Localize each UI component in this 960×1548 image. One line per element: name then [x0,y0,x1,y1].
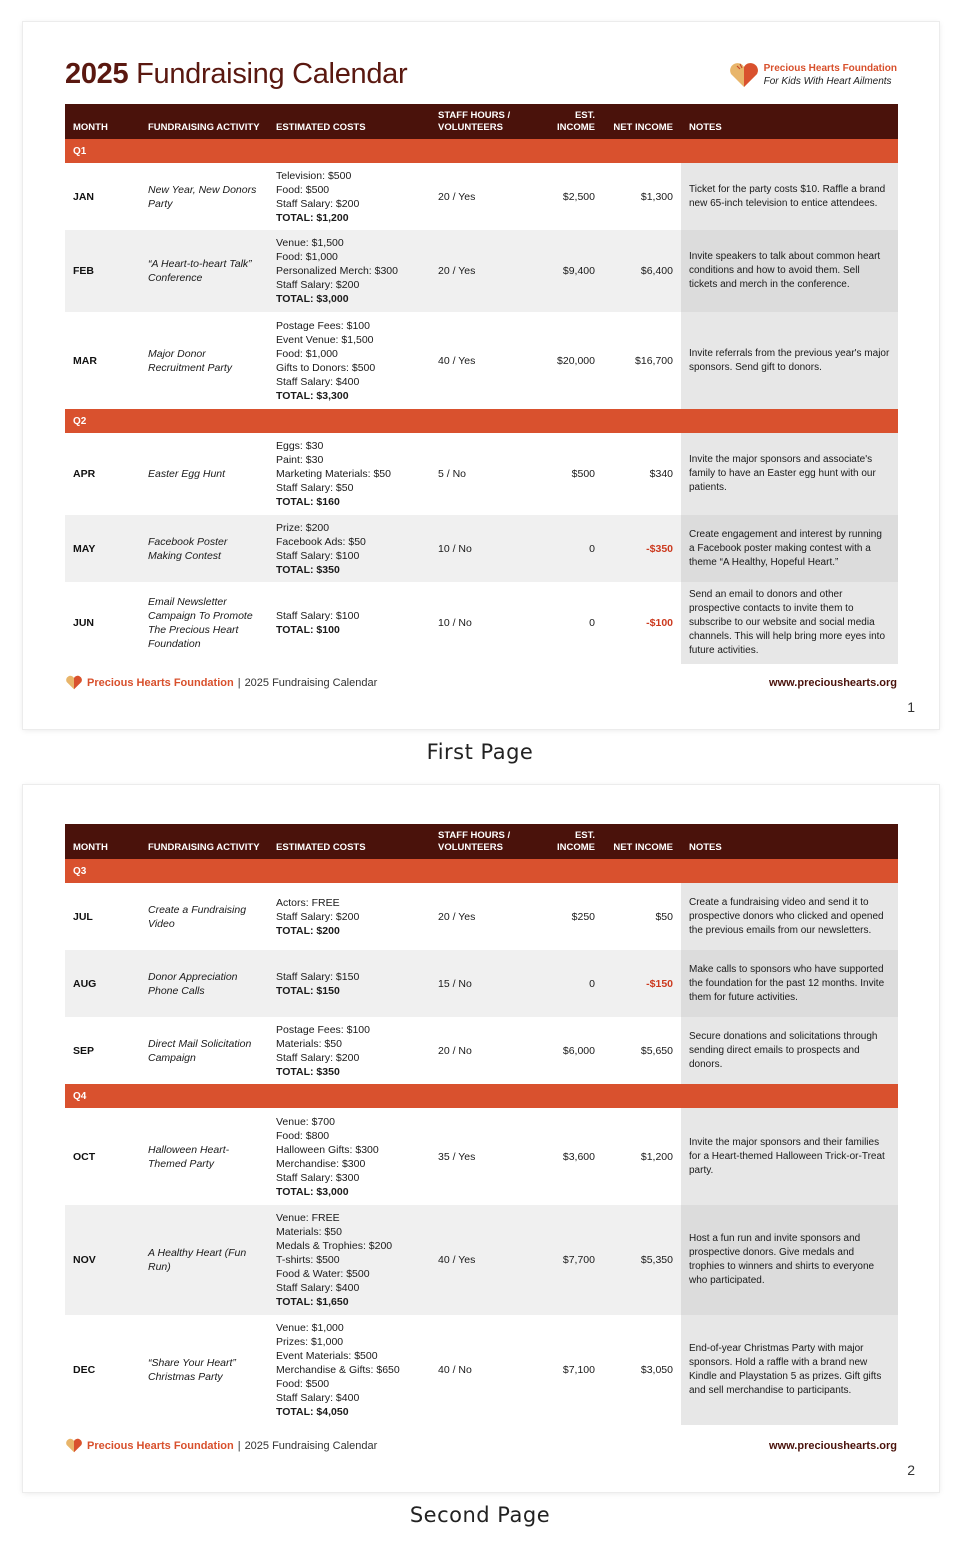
footer-separator: | [237,1439,241,1452]
header-net: NET INCOME [603,104,681,139]
header-activity: FUNDRAISING ACTIVITY [140,104,268,139]
income-cell: $250 [571,910,595,923]
cost-item: Merchandise: $300 [276,1157,366,1170]
header-net: NET INCOME [603,824,681,859]
income-cell: $9,400 [535,230,603,312]
costs-cell [268,1315,430,1425]
table-row [65,433,898,515]
cost-item: Staff Salary: $100 [276,610,360,622]
income-cell: $20,000 [557,354,595,367]
heart-logo-icon [728,62,760,88]
notes-cell: End-of-year Christmas Party with major sponsors. Hold a raffle with a brand new Kindle and Playstation 5 as prizes. Gift gifts and sell merchandise to participants. [681,1315,898,1425]
cost-item: Venue: $1,000 [276,1322,344,1334]
header-staff: STAFF HOURS / VOLUNTEERS [430,104,535,139]
staff-cell: 40 / No [438,1364,472,1376]
activity-cell: Email Newsletter Campaign To Promote The Precious Heart Foundation [148,596,253,650]
cost-item: Eggs: $30 [276,440,324,452]
header-notes: NOTES [681,824,898,859]
page-2 [23,785,939,1492]
footer-url-link[interactable]: www.precioushearts.org [769,1439,897,1452]
month-cell: FEB [65,230,140,312]
page-title: 2025 Fundraising Calendar [65,58,408,90]
header-staff: STAFF HOURS / VOLUNTEERS [430,824,535,859]
header-income: EST. INCOME [535,824,603,859]
staff-cell: 20 / Yes [438,910,476,923]
cost-item: Materials: $50 [276,1037,342,1050]
header-notes: NOTES [681,104,898,139]
table-row [65,515,898,582]
costs-cell [268,1108,430,1205]
org-name: Precious Hearts Foundation [763,63,897,74]
org-tagline: For Kids With Heart Ailments [763,76,892,87]
cost-item: Food: $500 [276,183,330,196]
quarter-label: Q3 [65,859,898,883]
cost-item: Venue: FREE [276,1212,340,1224]
cost-item: Personalized Merch: $300 [276,265,398,277]
net-income-cell: $16,700 [635,354,673,367]
staff-cell: 40 / Yes [430,1205,535,1315]
income-cell: $500 [571,468,595,480]
activity-cell: “Share Your Heart” Christmas Party [148,1357,236,1383]
net-income-cell: $3,050 [640,1364,673,1376]
header-income: EST. INCOME [535,104,603,139]
cost-item: Merchandise & Gifts: $650 [276,1364,400,1376]
table-row [65,883,898,950]
income-cell: $2,500 [562,190,595,203]
page-caption: Second Page [409,1503,551,1527]
notes-cell: Host a fun run and invite sponsors and prospective donors. Give medals and trophies to winners and shirts to everyone who participated. [681,1205,898,1315]
cost-item: Staff Salary: $400 [276,1282,360,1294]
net-income-cell: -$150 [603,950,681,1017]
net-income-cell: $5,650 [640,1044,673,1057]
income-cell: 0 [589,617,595,629]
costs-cell [268,1205,430,1315]
notes-cell: Make calls to sponsors who have supported the foundation for the past 12 months. Invite them for future activities. [681,950,898,1017]
page-number: 1 [907,699,915,715]
cost-item: Food & Water: $500 [276,1268,370,1280]
table-row [65,163,898,230]
quarter-label: Q1 [65,139,898,163]
month-cell: APR [73,468,96,480]
table-row [65,312,898,409]
staff-cell: 15 / No [430,950,535,1017]
cost-item: Facebook Ads: $50 [276,535,366,548]
table-row [65,582,898,664]
table-header-row [65,824,898,859]
table-header-row [65,104,898,139]
staff-cell: 40 / Yes [438,354,476,367]
activity-cell: Facebook Poster Making Contest [140,515,268,582]
cost-total: TOTAL: $3,300 [276,389,349,402]
staff-cell: 20 / No [438,1044,472,1057]
cost-item: Food: $500 [276,1378,330,1390]
cost-total: TOTAL: $160 [276,496,340,508]
heart-logo-icon [65,675,83,690]
heart-logo-icon [65,1438,83,1453]
staff-cell: 10 / No [438,617,472,629]
table-row [65,1205,898,1315]
costs-cell [268,883,430,950]
cost-item: Staff Salary: $200 [276,1051,360,1064]
cost-item: Staff Salary: $200 [276,910,360,923]
footer-org: Precious Hearts Foundation [87,1439,234,1452]
cost-total: TOTAL: $350 [276,563,340,576]
activity-cell: Major Donor Recruitment Party [148,347,233,374]
cost-item: Food: $1,000 [276,251,338,263]
staff-cell: 10 / No [430,515,535,582]
footer-separator: | [237,676,241,689]
cost-item: Staff Salary: $400 [276,1392,360,1404]
net-income-cell: $340 [649,468,673,480]
activity-cell: Easter Egg Hunt [148,468,226,480]
cost-item: Event Venue: $1,500 [276,333,374,346]
month-cell: DEC [73,1364,96,1376]
cost-item: Food: $1,000 [276,347,338,360]
activity-cell: “A Heart-to-heart Talk” Conference [140,230,268,312]
notes-cell: Invite the major sponsors and their families for a Heart-themed Halloween Trick-or-Treat party. [681,1108,898,1205]
cost-total: TOTAL: $150 [276,984,340,997]
calendar-table [65,824,898,1425]
net-income-cell: -$100 [646,617,673,629]
notes-cell: Send an email to donors and other prospective contacts to invite them to subscribe to our website and social media channels. This will help bring more eyes into future activities. [681,582,898,664]
income-cell: $3,600 [562,1150,595,1163]
quarter-row [65,409,898,433]
month-cell: SEP [73,1044,95,1057]
cost-total: TOTAL: $4,050 [276,1406,349,1418]
income-cell: $7,700 [535,1205,603,1315]
header-activity: FUNDRAISING ACTIVITY [140,824,268,859]
footer [65,1438,897,1453]
cost-item: Venue: $700 [276,1115,335,1128]
staff-cell: 5 / No [438,468,467,480]
table-row [65,950,898,1017]
quarter-label: Q4 [65,1084,898,1108]
table-row [65,230,898,312]
cost-total: TOTAL: $3,000 [276,1185,349,1198]
activity-cell: New Year, New Donors Party [148,183,257,210]
costs-cell [268,312,430,409]
month-cell: JAN [73,190,95,203]
income-cell: $7,100 [562,1364,595,1376]
cost-item: T-shirts: $500 [276,1254,340,1266]
footer-doc-name: 2025 Fundraising Calendar [244,676,378,689]
cost-total: TOTAL: $100 [276,624,340,636]
cost-item: Staff Salary: $50 [276,482,354,494]
net-income-cell: $1,200 [640,1150,673,1163]
cost-item: Postage Fees: $100 [276,319,370,332]
month-cell: OCT [73,1150,96,1163]
month-cell: JUN [73,617,95,629]
activity-cell: Create a Fundraising Video [148,903,247,930]
notes-cell: Invite speakers to talk about common heart conditions and how to avoid them. Sell tickets and merch in the conference. [681,230,898,312]
cost-item: Paint: $30 [276,454,324,466]
footer-doc-name: 2025 Fundraising Calendar [244,1439,378,1452]
footer-url-link[interactable]: www.precioushearts.org [769,676,897,689]
notes-cell: Ticket for the party costs $10. Raffle a brand new 65-inch television to entice attendees. [681,163,898,230]
cost-item: Postage Fees: $100 [276,1023,370,1036]
net-income-cell: $5,350 [603,1205,681,1315]
page-number: 2 [907,1462,915,1478]
net-income-cell: $1,300 [640,190,673,203]
costs-cell [268,433,430,515]
quarter-label: Q2 [65,409,898,433]
header-month: MONTH [65,824,140,859]
activity-cell: A Healthy Heart (Fun Run) [140,1205,268,1315]
quarter-row [65,859,898,883]
cost-item: Staff Salary: $200 [276,197,360,210]
quarter-row [65,1084,898,1108]
net-income-cell: $6,400 [603,230,681,312]
notes-cell: Create a fundraising video and send it to prospective donors who clicked and opened the previous emails from our newsletters. [681,883,898,950]
page-1 [23,22,939,729]
table-row [65,1017,898,1084]
costs-cell [268,950,430,1017]
costs-cell [268,163,430,230]
calendar-table [65,104,898,664]
header-costs: ESTIMATED COSTS [268,824,430,859]
cost-item: Halloween Gifts: $300 [276,1143,379,1156]
quarter-row [65,139,898,163]
cost-item: Actors: FREE [276,896,340,909]
page-caption: First Page [426,740,534,764]
cost-total: TOTAL: $3,000 [276,293,349,305]
notes-cell: Secure donations and solicitations through sending direct emails to prospects and donors. [681,1017,898,1084]
cost-item: Staff Salary: $100 [276,549,360,562]
cost-item: Food: $800 [276,1129,330,1142]
footer [65,675,897,690]
cost-item: Staff Salary: $200 [276,279,360,291]
income-cell: 0 [535,950,603,1017]
cost-total: TOTAL: $200 [276,924,340,937]
net-income-cell: -$350 [603,515,681,582]
cost-item: Gifts to Donors: $500 [276,361,376,374]
cost-total: TOTAL: $350 [276,1065,340,1078]
cost-total: TOTAL: $1,650 [276,1296,349,1308]
month-cell: MAR [73,354,97,367]
cost-total: TOTAL: $1,200 [276,211,349,224]
cost-item: Prizes: $1,000 [276,1336,344,1348]
table-row [65,1315,898,1425]
notes-cell: Create engagement and interest by running a Facebook poster making contest with a theme “A Healthy, Hopeful Heart.” [681,515,898,582]
income-cell: $6,000 [562,1044,595,1057]
header-month: MONTH [65,104,140,139]
footer-org: Precious Hearts Foundation [87,676,234,689]
cost-item: Prize: $200 [276,521,330,534]
cost-item: Marketing Materials: $50 [276,468,391,480]
cost-item: Television: $500 [276,169,352,182]
brand-logo [728,62,897,88]
costs-cell [268,582,430,664]
activity-cell: Donor Appreciation Phone Calls [140,950,268,1017]
staff-cell: 20 / Yes [438,190,476,203]
net-income-cell: $50 [655,910,673,923]
notes-cell: Invite referrals from the previous year's major sponsors. Send gift to donors. [681,312,898,409]
cost-item: Staff Salary: $300 [276,1171,360,1184]
month-cell: JUL [73,910,93,923]
cost-item: Staff Salary: $150 [276,970,360,983]
table-row [65,1108,898,1205]
staff-cell: 20 / Yes [430,230,535,312]
activity-cell: Direct Mail Solicitation Campaign [148,1037,252,1064]
costs-cell [268,515,430,582]
costs-cell [268,230,430,312]
notes-cell: Invite the major sponsors and associate's family to have an Easter egg hunt with our patients. [681,433,898,515]
header-costs: ESTIMATED COSTS [268,104,430,139]
month-cell: NOV [65,1205,140,1315]
cost-item: Staff Salary: $400 [276,375,360,388]
staff-cell: 35 / Yes [438,1150,476,1163]
activity-cell: Halloween Heart-Themed Party [148,1143,230,1170]
cost-item: Event Materials: $500 [276,1350,378,1362]
cost-item: Medals & Trophies: $200 [276,1240,393,1252]
month-cell: MAY [65,515,140,582]
costs-cell [268,1017,430,1084]
income-cell: 0 [535,515,603,582]
month-cell: AUG [65,950,140,1017]
cost-item: Venue: $1,500 [276,237,344,249]
cost-item: Materials: $50 [276,1226,342,1238]
